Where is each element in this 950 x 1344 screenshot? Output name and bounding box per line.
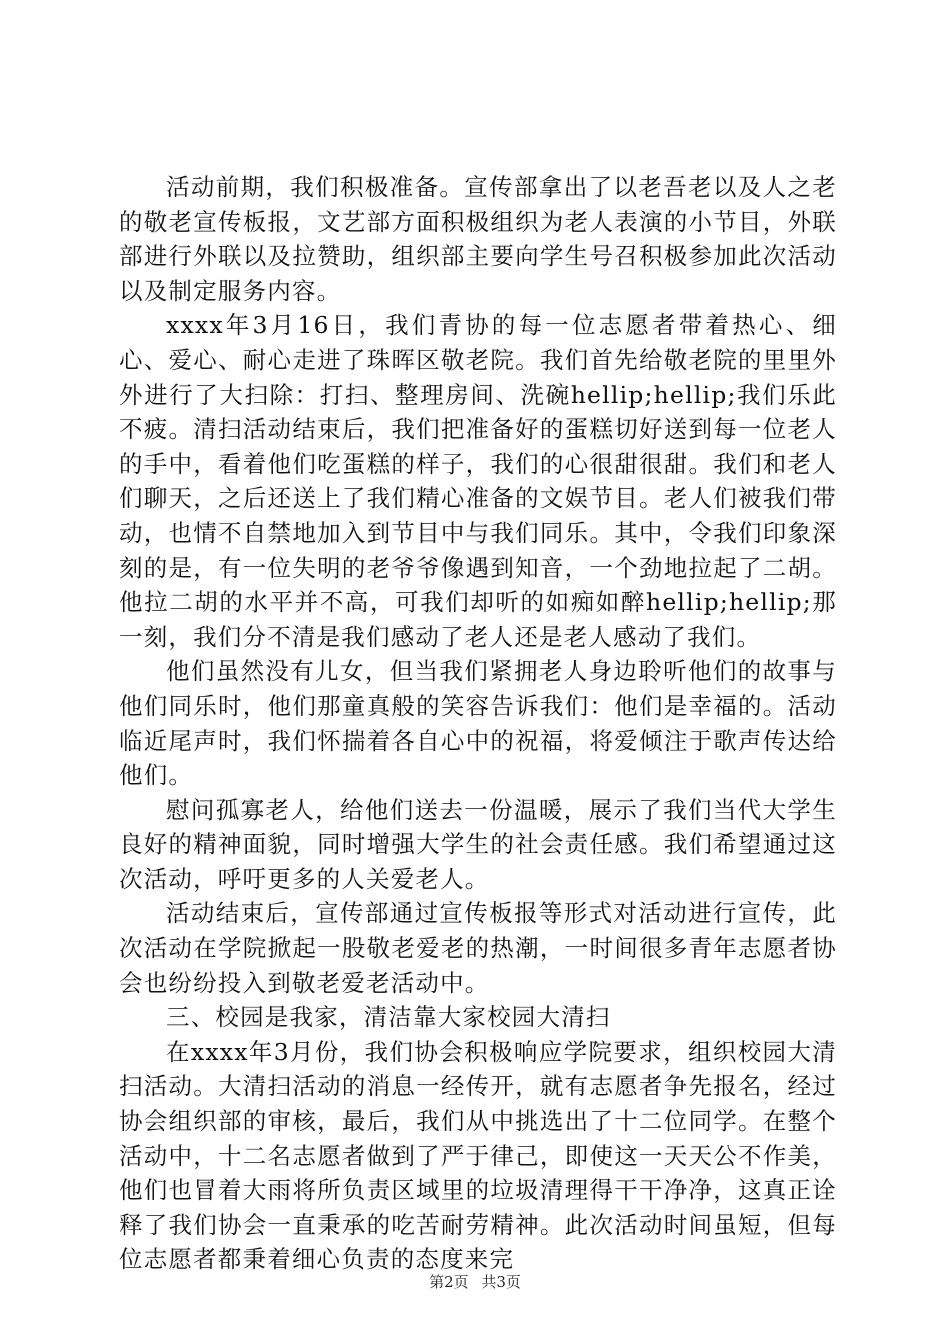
document-body — [119, 170, 837, 1277]
paragraph-elders-happiness: 他们虽然没有儿女，但当我们紧拥老人身边聆听他们的故事与他们同乐时，他们那童真般的笑容告诉我们：他们是幸福的。活动临近尾声时，我们怀揣着各自心中的祝福，将爱倾注于歌声传达给他们。 — [119, 657, 837, 790]
paragraph-activity-significance: 慰问孤寡老人，给他们送去一份温暖，展示了我们当代大学生良好的精神面貌，同时增强大学生的社会责任感。我们希望通过这次活动，呼吁更多的人关爱老人。 — [119, 795, 837, 893]
paragraph-campus-cleanup: 在xxxx年3月份，我们协会积极响应学院要求，组织校园大清扫活动。大清扫活动的消息一经传开，就有志愿者争先报名，经过协会组织部的审核，最后，我们从中挑选出了十二位同学。在整个活动中，十二名志愿者做到了严于律己，即使这一天天公不作美，他们也冒着大雨将所负责区域里的垃圾清理得干干净净，这真正诠释了我们协会一直秉承的吃苦耐劳精神。此次活动时间虽短，但每位志愿者都秉着细心负责的态度来完 — [119, 1037, 837, 1274]
section-heading-campus-cleanup: 三、校园是我家，清洁靠大家校园大清扫 — [166, 1003, 611, 1032]
page-number: 第2页 — [429, 1273, 469, 1291]
paragraph-nursing-home-visit: xxxx年3月16日，我们青协的每一位志愿者带着热心、细心、爱心、耐心走进了珠晖区敬老院。我们首先给敬老院的里里外外进行了大扫除：打扫、整理房间、洗碗hellip;hellip;我们乐此不疲。清扫活动结束后，我们把准备好的蛋糕切好送到每一位老人的手中，看着他们吃蛋糕的样子，我们的心很甜很甜。我们和老人们聊天，之后还送上了我们精心准备的文娱节目。老人们被我们带动，也情不自禁地加入到节目中与我们同乐。其中，令我们印象深刻的是，有一位失明的老爷爷像遇到知音，一个劲地拉起了二胡。他拉二胡的水平并不高，可我们却听的如痴如醉hellip;hellip;那一刻，我们分不清是我们感动了老人还是老人感动了我们。 — [119, 311, 837, 651]
total-pages: 共3页 — [481, 1273, 521, 1291]
paragraph-publicity: 活动结束后，宣传部通过宣传板报等形式对活动进行宣传，此次活动在学院掀起一股敬老爱老的热潮，一时间很多青年志愿者协会也纷纷投入到敬老爱老活动中。 — [119, 899, 837, 997]
paragraph-preparation: 活动前期，我们积极准备。宣传部拿出了以老吾老以及人之老的敬老宣传板报，文艺部方面积极组织为老人表演的小节目，外联部进行外联以及拉赞助，组织部主要向学生号召积极参加此次活动以及制定服务内容。 — [119, 173, 837, 305]
page-footer — [0, 1272, 950, 1292]
